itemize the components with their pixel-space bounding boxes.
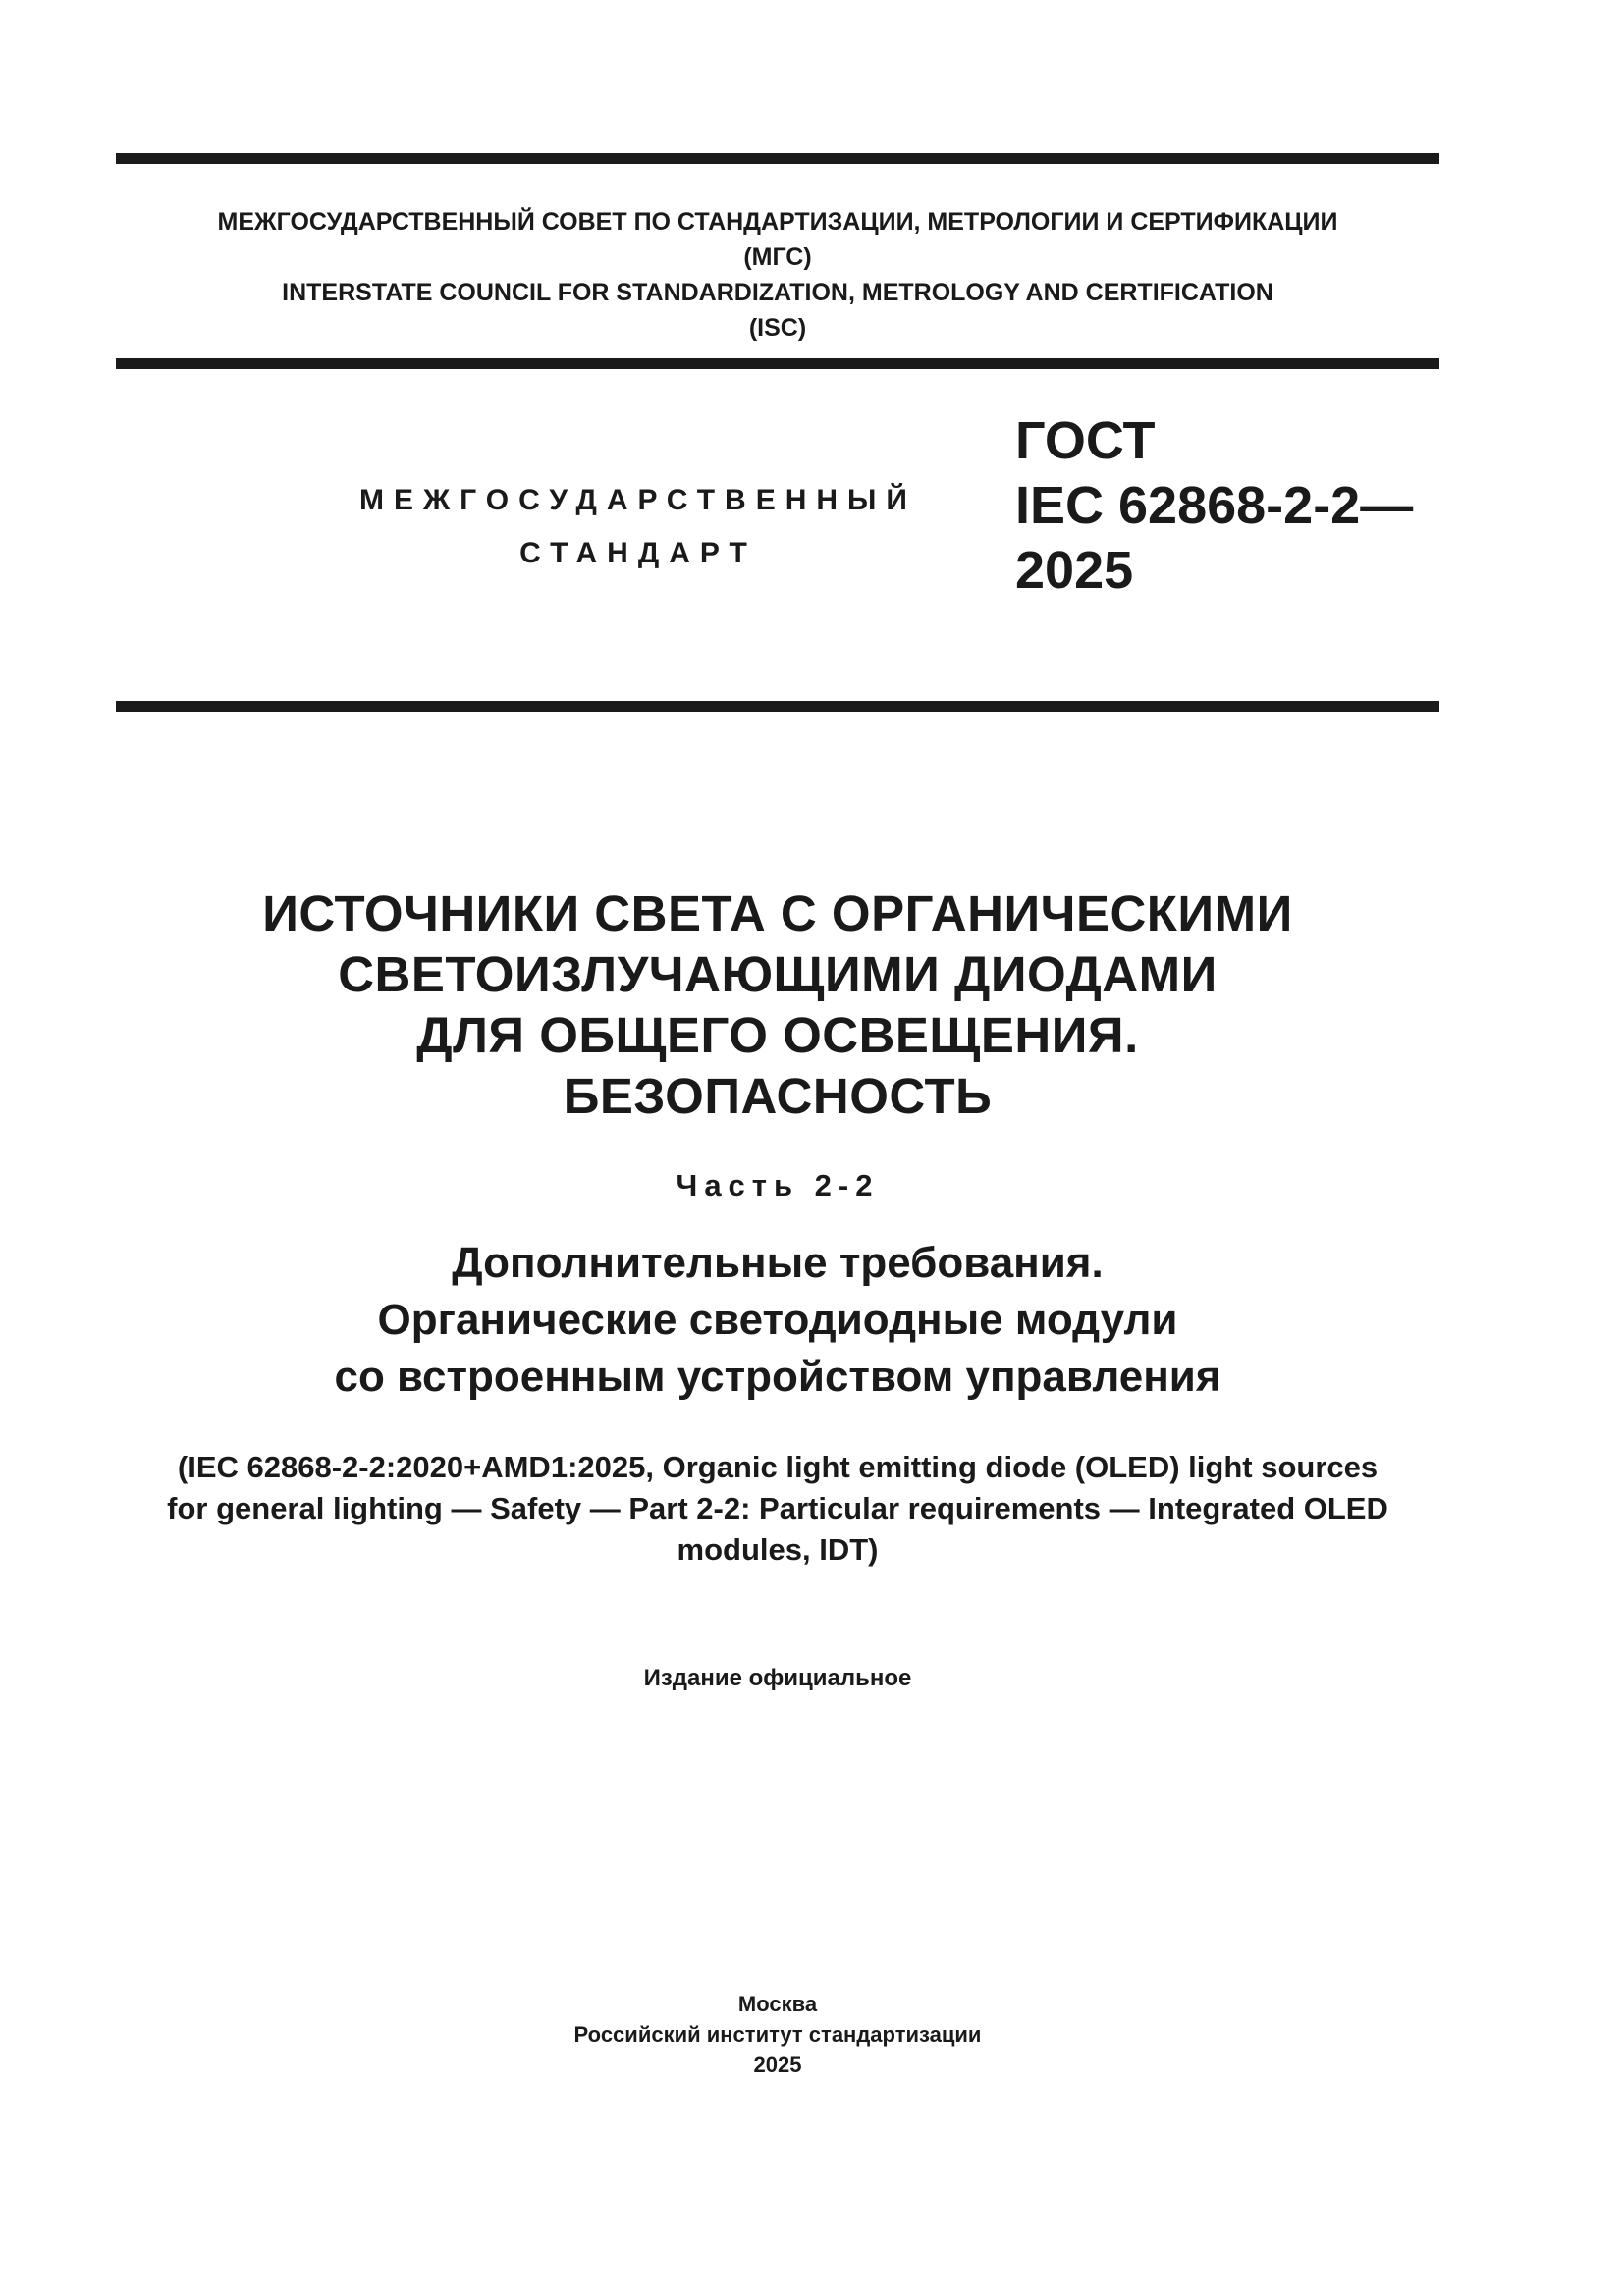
standard-type-line-2: СТАНДАРТ (519, 537, 757, 569)
bottom-divider (116, 701, 1439, 712)
top-divider (116, 153, 1439, 164)
iec-reference (98, 1447, 1457, 1571)
council-abbr-en: (ISC) (748, 314, 807, 342)
title-line-1: ИСТОЧНИКИ СВЕТА С ОРГАНИЧЕСКИМИ (262, 885, 1293, 941)
title-line-3: ДЛЯ ОБЩЕГО ОСВЕЩЕНИЯ. (416, 1007, 1139, 1063)
standard-number-line-1: ГОСТ (1015, 411, 1156, 470)
standard-number-line-3: 2025 (1015, 541, 1134, 600)
part-number: Часть 2-2 (676, 1168, 880, 1202)
edition-note: Издание официальное (643, 1665, 912, 1691)
iec-reference-line-3: modules, IDT) (677, 1532, 879, 1567)
imprint (116, 1989, 1439, 2080)
council-abbr-ru: (МГС) (743, 243, 812, 271)
subtitle-line-3: со встроенным устройством управления (334, 1353, 1221, 1401)
council-name-en: INTERSTATE COUNCIL FOR STANDARDIZATION, METROLOGY AND CERTIFICATION (282, 279, 1273, 306)
imprint-city: Москва (737, 1992, 818, 2016)
title-line-2: СВЕТОИЗЛУЧАЮЩИМИ ДИОДАМИ (338, 946, 1218, 1002)
middle-divider (116, 358, 1439, 369)
imprint-publisher: Российский институт стандартизации (573, 2022, 982, 2047)
standard-number-line-2: IEC 62868-2-2— (1015, 476, 1414, 535)
imprint-year: 2025 (753, 2053, 802, 2077)
document-subtitle (116, 1235, 1439, 1406)
standard-number (1015, 408, 1437, 603)
standard-type (295, 474, 982, 580)
document-title (116, 883, 1439, 1127)
subtitle-line-2: Органические светодиодные модули (377, 1296, 1178, 1344)
council-header (116, 204, 1439, 346)
subtitle-line-1: Дополнительные требования. (452, 1239, 1104, 1287)
title-line-4: БЕЗОПАСНОСТЬ (563, 1068, 993, 1124)
iec-reference-line-1: (IEC 62868-2-2:2020+AMD1:2025, Organic light emitting diode (OLED) light sources (177, 1450, 1379, 1484)
council-name-ru: МЕЖГОСУДАРСТВЕННЫЙ СОВЕТ ПО СТАНДАРТИЗАЦИИ, МЕТРОЛОГИИ И СЕРТИФИКАЦИИ (217, 208, 1338, 236)
standard-type-line-1: МЕЖГОСУДАРСТВЕННЫЙ (359, 484, 917, 516)
iec-reference-line-2: for general lighting — Safety — Part 2-2: Particular requirements — Integrated OLED (167, 1491, 1388, 1525)
